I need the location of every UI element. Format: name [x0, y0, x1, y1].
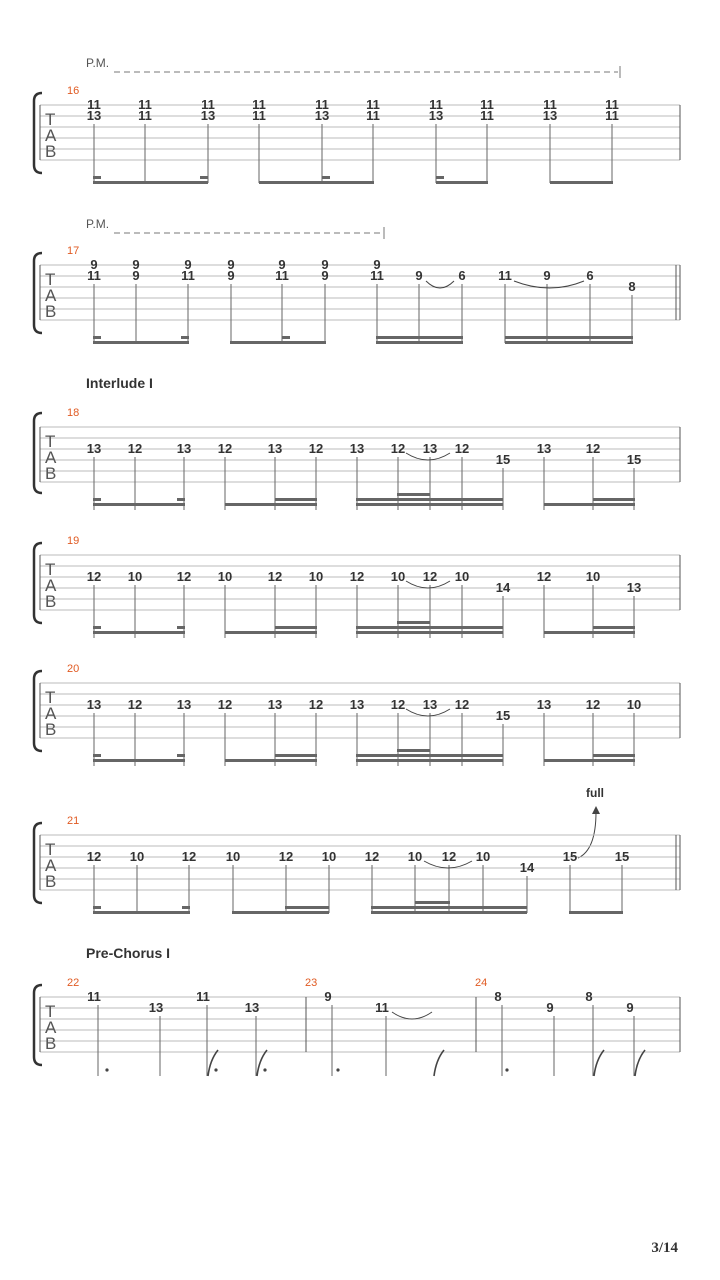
fret-number: 9 — [546, 1000, 554, 1015]
fret-number: 12 — [364, 849, 380, 864]
tab-clef-a: A — [45, 126, 57, 145]
fret-number: 11 — [87, 989, 101, 1004]
measure-number: 18 — [67, 407, 80, 419]
fret-number: 9 — [373, 257, 381, 272]
tab-clef-t: T — [45, 560, 56, 579]
fret-number: 11 — [605, 108, 619, 123]
fret-number: 11 — [480, 97, 494, 112]
fret-number: 12 — [86, 569, 102, 584]
tab-clef-b: B — [45, 1034, 57, 1053]
fret-number: 13 — [349, 441, 365, 456]
measure-number: 19 — [67, 535, 80, 547]
bend-label: full — [586, 786, 604, 800]
fret-number: 9 — [227, 268, 235, 283]
fret-number: 11 — [605, 97, 619, 112]
fret-number: 12 — [181, 849, 197, 864]
tab-clef-a: A — [45, 856, 57, 875]
fret-number: 9 — [321, 268, 329, 283]
measure-number: 21 — [67, 815, 80, 827]
tab-clef-a: A — [45, 1018, 57, 1037]
fret-number: 13 — [536, 441, 552, 456]
fret-number: 11 — [87, 97, 101, 112]
fret-number: 9 — [321, 257, 329, 272]
fret-number: 11 — [181, 268, 195, 283]
page-number: 3/14 — [651, 1240, 678, 1256]
fret-number: 12 — [585, 697, 601, 712]
fret-number: 9 — [184, 257, 192, 272]
measure-number: 20 — [67, 663, 80, 675]
fret-number: 13 — [349, 697, 365, 712]
fret-number: 9 — [227, 257, 235, 272]
tab-clef-t: T — [45, 688, 56, 707]
fret-number: 11 — [370, 268, 384, 283]
fret-number: 9 — [132, 268, 140, 283]
fret-number: 13 — [422, 697, 438, 712]
fret-number: 13 — [536, 697, 552, 712]
fret-number: 12 — [454, 697, 470, 712]
fret-number: 12 — [422, 569, 438, 584]
fret-number: 10 — [407, 849, 423, 864]
fret-number: 12 — [217, 697, 233, 712]
fret-number: 11 — [138, 97, 152, 112]
fret-number: 12 — [127, 697, 143, 712]
palm-mute-label: P.M. — [86, 217, 110, 231]
fret-number: 15 — [495, 452, 511, 467]
fret-number: 13 — [267, 697, 283, 712]
fret-number: 13 — [148, 1000, 164, 1015]
fret-number: 9 — [324, 989, 332, 1004]
fret-number: 15 — [626, 452, 642, 467]
tab-clef-a: A — [45, 448, 57, 467]
fret-number: 12 — [217, 441, 233, 456]
fret-number: 6 — [458, 268, 466, 283]
tab-clef-t: T — [45, 840, 56, 859]
fret-number: 12 — [390, 697, 406, 712]
fret-number: 12 — [454, 441, 470, 456]
measure-number: 17 — [67, 245, 80, 257]
fret-number: 13 — [267, 441, 283, 456]
tab-clef-b: B — [45, 720, 57, 739]
fret-number: 13 — [244, 1000, 260, 1015]
palm-mute-label: P.M. — [86, 56, 110, 70]
fret-number: 10 — [217, 569, 233, 584]
fret-number: 10 — [129, 849, 145, 864]
fret-number: 9 — [90, 257, 98, 272]
fret-number: 13 — [86, 697, 102, 712]
tab-clef-b: B — [45, 302, 57, 321]
fret-number: 11 — [429, 97, 443, 112]
fret-number: 12 — [585, 441, 601, 456]
fret-number: 6 — [586, 268, 594, 283]
fret-number: 10 — [225, 849, 241, 864]
fret-number: 11 — [366, 108, 380, 123]
fret-number: 10 — [585, 569, 601, 584]
fret-number: 14 — [495, 580, 511, 595]
fret-number: 11 — [201, 97, 215, 112]
flags-and-dots — [105, 1050, 645, 1076]
fret-number: 12 — [441, 849, 457, 864]
fret-number: 12 — [127, 441, 143, 456]
fret-number: 12 — [86, 849, 102, 864]
fret-number: 13 — [428, 108, 444, 123]
fret-number: 10 — [321, 849, 337, 864]
fret-number: 11 — [480, 108, 494, 123]
tab-clef-b: B — [45, 464, 57, 483]
fret-number: 8 — [585, 989, 593, 1004]
fret-number: 9 — [278, 257, 286, 272]
fret-number: 8 — [494, 989, 502, 1004]
tab-clef-a: A — [45, 704, 57, 723]
fret-number: 9 — [415, 268, 423, 283]
fret-number: 15 — [614, 849, 630, 864]
fret-number: 8 — [628, 279, 636, 294]
fret-number: 13 — [200, 108, 216, 123]
section-title-interlude: Interlude I — [86, 375, 153, 391]
fret-number: 13 — [86, 108, 102, 123]
fret-number: 9 — [132, 257, 140, 272]
fret-number: 11 — [543, 97, 557, 112]
fret-number: 12 — [176, 569, 192, 584]
fret-number: 15 — [562, 849, 578, 864]
fret-number: 10 — [308, 569, 324, 584]
tab-clef-b: B — [45, 142, 57, 161]
fret-number: 11 — [196, 989, 210, 1004]
fret-number: 12 — [267, 569, 283, 584]
fret-numbers — [87, 989, 633, 1015]
fret-number: 11 — [87, 268, 101, 283]
measure-number: 22 — [67, 977, 80, 989]
fret-number: 13 — [542, 108, 558, 123]
fret-number: 12 — [349, 569, 365, 584]
section-title-prechorus: Pre-Chorus I — [86, 945, 171, 961]
fret-number: 13 — [422, 441, 438, 456]
tab-clef-b: B — [45, 872, 57, 891]
fret-number: 15 — [495, 708, 511, 723]
measure-number: 23 — [305, 977, 318, 989]
fret-number: 12 — [308, 441, 324, 456]
fret-number: 12 — [536, 569, 552, 584]
tab-clef-a: A — [45, 286, 57, 305]
fret-number: 11 — [252, 97, 266, 112]
fret-number: 10 — [626, 697, 642, 712]
measure-number: 16 — [67, 85, 80, 97]
fret-number: 10 — [475, 849, 491, 864]
fret-number: 10 — [454, 569, 470, 584]
fret-number: 13 — [176, 697, 192, 712]
fret-number: 9 — [543, 268, 551, 283]
fret-number: 13 — [176, 441, 192, 456]
tab-clef-t: T — [45, 432, 56, 451]
fret-number: 13 — [86, 441, 102, 456]
fret-number: 12 — [308, 697, 324, 712]
fret-number: 14 — [519, 860, 535, 875]
fret-number: 11 — [252, 108, 266, 123]
slur — [392, 1012, 432, 1019]
fret-number: 11 — [275, 268, 289, 283]
measure-number: 24 — [475, 977, 488, 989]
tab-clef-t: T — [45, 1002, 56, 1021]
fret-number: 11 — [315, 97, 329, 112]
fret-number: 12 — [390, 441, 406, 456]
fret-number: 10 — [390, 569, 406, 584]
fret-number: 11 — [138, 108, 152, 123]
fret-number: 11 — [375, 1000, 389, 1015]
fret-number: 11 — [366, 97, 380, 112]
tab-clef-t: T — [45, 270, 56, 289]
fret-number: 12 — [278, 849, 294, 864]
fret-number: 11 — [498, 268, 512, 283]
tab-clef-a: A — [45, 576, 57, 595]
fret-number: 10 — [127, 569, 143, 584]
fret-number: 13 — [626, 580, 642, 595]
tab-clef-b: B — [45, 592, 57, 611]
tab-clef-t: T — [45, 110, 56, 129]
fret-number: 13 — [314, 108, 330, 123]
staff-lines — [40, 997, 680, 1052]
fret-number: 9 — [626, 1000, 634, 1015]
